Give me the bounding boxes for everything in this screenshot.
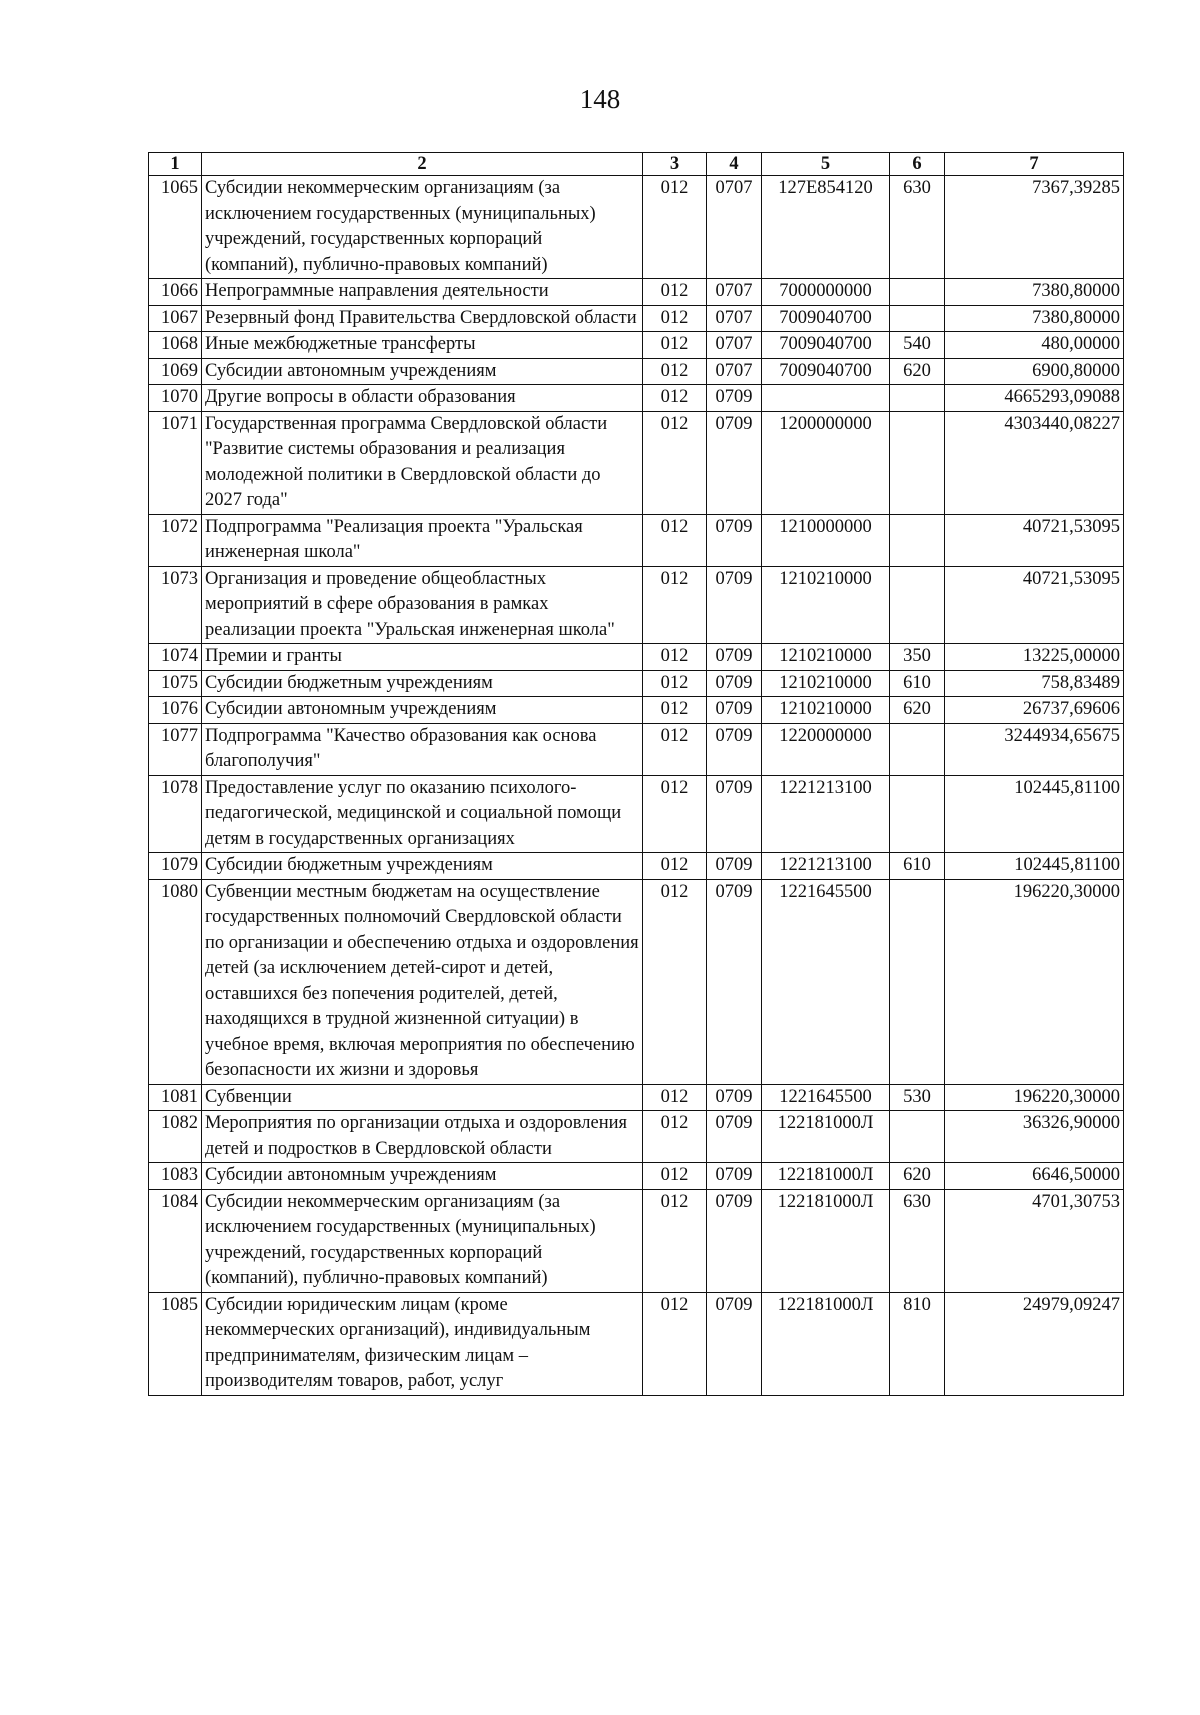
row-amount-cell: 7380,80000 — [945, 305, 1124, 332]
row-number-cell: 1067 — [149, 305, 202, 332]
row-col5-cell: 1221645500 — [762, 879, 890, 1084]
row-amount-cell: 40721,53095 — [945, 514, 1124, 566]
row-col6-cell — [890, 305, 945, 332]
row-col6-cell: 530 — [890, 1084, 945, 1111]
row-col4-cell: 0709 — [707, 514, 762, 566]
row-col6-cell: 810 — [890, 1292, 945, 1395]
row-col6-cell: 620 — [890, 358, 945, 385]
row-amount-cell: 6646,50000 — [945, 1163, 1124, 1190]
row-col4-cell: 0709 — [707, 697, 762, 724]
row-name-cell: Субсидии автономным учреждениям — [202, 1163, 643, 1190]
row-col4-cell: 0709 — [707, 644, 762, 671]
table-row — [149, 1163, 1124, 1190]
row-col6-cell: 630 — [890, 1189, 945, 1292]
row-col5-cell: 1200000000 — [762, 411, 890, 514]
row-number-cell: 1084 — [149, 1189, 202, 1292]
row-col5-cell: 1220000000 — [762, 723, 890, 775]
row-col3-cell: 012 — [643, 1111, 707, 1163]
row-col6-cell — [890, 879, 945, 1084]
row-col4-cell: 0707 — [707, 176, 762, 279]
row-number-cell: 1083 — [149, 1163, 202, 1190]
table-row — [149, 279, 1124, 306]
table-row — [149, 1111, 1124, 1163]
header-cell: 7 — [945, 153, 1124, 176]
row-col4-cell: 0709 — [707, 723, 762, 775]
row-col5-cell: 1210210000 — [762, 566, 890, 644]
row-col3-cell: 012 — [643, 670, 707, 697]
row-col6-cell — [890, 723, 945, 775]
row-name-cell: Другие вопросы в области образования — [202, 385, 643, 412]
row-amount-cell: 102445,81100 — [945, 775, 1124, 853]
table-row — [149, 879, 1124, 1084]
row-col4-cell: 0707 — [707, 279, 762, 306]
header-cell: 3 — [643, 153, 707, 176]
row-col5-cell: 1210210000 — [762, 644, 890, 671]
row-col4-cell: 0709 — [707, 1111, 762, 1163]
row-col5-cell: 122181000Л — [762, 1189, 890, 1292]
table-row — [149, 566, 1124, 644]
row-col4-cell: 0709 — [707, 775, 762, 853]
row-col3-cell: 012 — [643, 279, 707, 306]
table-row — [149, 775, 1124, 853]
table-row — [149, 332, 1124, 359]
table-header-row — [149, 153, 1124, 176]
row-number-cell: 1079 — [149, 853, 202, 880]
row-number-cell: 1076 — [149, 697, 202, 724]
budget-table — [148, 152, 1124, 1396]
row-col4-cell: 0709 — [707, 411, 762, 514]
row-number-cell: 1072 — [149, 514, 202, 566]
header-cell: 4 — [707, 153, 762, 176]
row-col5-cell: 1221213100 — [762, 853, 890, 880]
row-amount-cell: 7367,39285 — [945, 176, 1124, 279]
row-col3-cell: 012 — [643, 879, 707, 1084]
table-row — [149, 697, 1124, 724]
row-amount-cell: 102445,81100 — [945, 853, 1124, 880]
row-name-cell: Субсидии бюджетным учреждениям — [202, 670, 643, 697]
row-name-cell: Предоставление услуг по оказанию психолого-педагогической, медицинской и социальной помощи детям в государственных организациях — [202, 775, 643, 853]
row-col3-cell: 012 — [643, 411, 707, 514]
row-number-cell: 1075 — [149, 670, 202, 697]
row-col4-cell: 0709 — [707, 1292, 762, 1395]
row-amount-cell: 196220,30000 — [945, 1084, 1124, 1111]
row-name-cell: Подпрограмма "Качество образования как основа благополучия" — [202, 723, 643, 775]
row-number-cell: 1065 — [149, 176, 202, 279]
row-col3-cell: 012 — [643, 566, 707, 644]
row-name-cell: Резервный фонд Правительства Свердловской области — [202, 305, 643, 332]
row-col4-cell: 0707 — [707, 358, 762, 385]
row-name-cell: Государственная программа Свердловской области "Развитие системы образования и реализация молодежной политики в Свердловской области до 2027 года" — [202, 411, 643, 514]
table-row — [149, 723, 1124, 775]
row-amount-cell: 7380,80000 — [945, 279, 1124, 306]
row-col6-cell: 610 — [890, 853, 945, 880]
row-col4-cell: 0709 — [707, 1163, 762, 1190]
row-name-cell: Мероприятия по организации отдыха и оздоровления детей и подростков в Свердловской области — [202, 1111, 643, 1163]
row-amount-cell: 24979,09247 — [945, 1292, 1124, 1395]
row-col4-cell: 0709 — [707, 1189, 762, 1292]
table-row — [149, 358, 1124, 385]
row-col5-cell: 7009040700 — [762, 332, 890, 359]
table-row — [149, 1189, 1124, 1292]
row-col4-cell: 0709 — [707, 670, 762, 697]
row-amount-cell: 480,00000 — [945, 332, 1124, 359]
row-name-cell: Субсидии некоммерческим организациям (за исключением государственных (муниципальных) учреждений, государственных корпораций (компаний), публично-правовых компаний) — [202, 176, 643, 279]
table-row — [149, 670, 1124, 697]
row-col5-cell: 1210210000 — [762, 697, 890, 724]
row-col3-cell: 012 — [643, 305, 707, 332]
row-number-cell: 1069 — [149, 358, 202, 385]
row-col3-cell: 012 — [643, 1292, 707, 1395]
row-col3-cell: 012 — [643, 723, 707, 775]
row-col3-cell: 012 — [643, 514, 707, 566]
row-col6-cell: 630 — [890, 176, 945, 279]
row-col6-cell — [890, 566, 945, 644]
row-col6-cell: 620 — [890, 1163, 945, 1190]
row-col3-cell: 012 — [643, 385, 707, 412]
row-name-cell: Организация и проведение общеобластных мероприятий в сфере образования в рамках реализации проекта "Уральская инженерная школа" — [202, 566, 643, 644]
table-row — [149, 305, 1124, 332]
row-number-cell: 1073 — [149, 566, 202, 644]
row-col6-cell — [890, 411, 945, 514]
row-col3-cell: 012 — [643, 775, 707, 853]
row-name-cell: Субсидии некоммерческим организациям (за исключением государственных (муниципальных) учреждений, государственных корпораций (компаний), публично-правовых компаний) — [202, 1189, 643, 1292]
row-number-cell: 1066 — [149, 279, 202, 306]
row-name-cell: Субсидии бюджетным учреждениям — [202, 853, 643, 880]
row-col6-cell: 620 — [890, 697, 945, 724]
row-col4-cell: 0709 — [707, 566, 762, 644]
header-cell: 5 — [762, 153, 890, 176]
row-name-cell: Субсидии юридическим лицам (кроме некоммерческих организаций), индивидуальным предпринимателям, физическим лицам – производителям товаров, работ, услуг — [202, 1292, 643, 1395]
row-amount-cell: 758,83489 — [945, 670, 1124, 697]
row-col6-cell — [890, 514, 945, 566]
table-row — [149, 644, 1124, 671]
row-col6-cell: 610 — [890, 670, 945, 697]
row-col3-cell: 012 — [643, 1084, 707, 1111]
row-number-cell: 1077 — [149, 723, 202, 775]
row-col5-cell: 122181000Л — [762, 1111, 890, 1163]
header-cell: 2 — [202, 153, 643, 176]
row-name-cell: Непрограммные направления деятельности — [202, 279, 643, 306]
row-col3-cell: 012 — [643, 358, 707, 385]
row-amount-cell: 36326,90000 — [945, 1111, 1124, 1163]
row-name-cell: Премии и гранты — [202, 644, 643, 671]
row-name-cell: Иные межбюджетные трансферты — [202, 332, 643, 359]
row-name-cell: Подпрограмма "Реализация проекта "Уральская инженерная школа" — [202, 514, 643, 566]
row-col3-cell: 012 — [643, 176, 707, 279]
row-col4-cell: 0709 — [707, 1084, 762, 1111]
row-number-cell: 1085 — [149, 1292, 202, 1395]
row-col3-cell: 012 — [643, 697, 707, 724]
row-amount-cell: 3244934,65675 — [945, 723, 1124, 775]
row-number-cell: 1078 — [149, 775, 202, 853]
row-amount-cell: 13225,00000 — [945, 644, 1124, 671]
page-number: 148 — [579, 84, 621, 114]
row-col3-cell: 012 — [643, 1189, 707, 1292]
row-name-cell: Субвенции местным бюджетам на осуществление государственных полномочий Свердловской области по организации и обеспечению отдыха и оздоровления детей (за исключением детей-сирот и детей, оставшихся без попечения родителей, детей, находящихся в трудной жизненной ситуации) в учебное время, включая мероприятия по обеспечению безопасности их жизни и здоровья — [202, 879, 643, 1084]
row-number-cell: 1074 — [149, 644, 202, 671]
row-number-cell: 1080 — [149, 879, 202, 1084]
row-col6-cell: 540 — [890, 332, 945, 359]
row-name-cell: Субвенции — [202, 1084, 643, 1111]
row-col4-cell: 0709 — [707, 879, 762, 1084]
row-col6-cell — [890, 279, 945, 306]
table-row — [149, 1084, 1124, 1111]
row-col5-cell: 7000000000 — [762, 279, 890, 306]
row-col4-cell: 0709 — [707, 853, 762, 880]
row-col3-cell: 012 — [643, 332, 707, 359]
table-row — [149, 853, 1124, 880]
row-col5-cell: 7009040700 — [762, 305, 890, 332]
row-col5-cell: 1210210000 — [762, 670, 890, 697]
table-body — [149, 176, 1124, 1396]
table-row — [149, 411, 1124, 514]
row-number-cell: 1071 — [149, 411, 202, 514]
row-amount-cell: 26737,69606 — [945, 697, 1124, 724]
row-col5-cell: 1221645500 — [762, 1084, 890, 1111]
row-col4-cell: 0707 — [707, 305, 762, 332]
table-row — [149, 385, 1124, 412]
row-col5-cell: 1210000000 — [762, 514, 890, 566]
row-col3-cell: 012 — [643, 853, 707, 880]
row-col3-cell: 012 — [643, 1163, 707, 1190]
row-col6-cell: 350 — [890, 644, 945, 671]
row-amount-cell: 4701,30753 — [945, 1189, 1124, 1292]
row-col5-cell: 1221213100 — [762, 775, 890, 853]
row-number-cell: 1081 — [149, 1084, 202, 1111]
row-col4-cell: 0709 — [707, 385, 762, 412]
row-amount-cell: 4665293,09088 — [945, 385, 1124, 412]
header-cell: 6 — [890, 153, 945, 176]
row-number-cell: 1082 — [149, 1111, 202, 1163]
row-col5-cell: 122181000Л — [762, 1292, 890, 1395]
row-number-cell: 1070 — [149, 385, 202, 412]
table-row — [149, 1292, 1124, 1395]
row-col5-cell: 122181000Л — [762, 1163, 890, 1190]
row-col5-cell: 127E854120 — [762, 176, 890, 279]
row-amount-cell: 6900,80000 — [945, 358, 1124, 385]
header-cell: 1 — [149, 153, 202, 176]
row-col5-cell — [762, 385, 890, 412]
table-row — [149, 176, 1124, 279]
row-amount-cell: 196220,30000 — [945, 879, 1124, 1084]
row-col3-cell: 012 — [643, 644, 707, 671]
row-col6-cell — [890, 385, 945, 412]
row-col4-cell: 0707 — [707, 332, 762, 359]
row-amount-cell: 4303440,08227 — [945, 411, 1124, 514]
row-name-cell: Субсидии автономным учреждениям — [202, 697, 643, 724]
row-col5-cell: 7009040700 — [762, 358, 890, 385]
row-col6-cell — [890, 1111, 945, 1163]
row-col6-cell — [890, 775, 945, 853]
row-number-cell: 1068 — [149, 332, 202, 359]
row-name-cell: Субсидии автономным учреждениям — [202, 358, 643, 385]
row-amount-cell: 40721,53095 — [945, 566, 1124, 644]
table-row — [149, 514, 1124, 566]
